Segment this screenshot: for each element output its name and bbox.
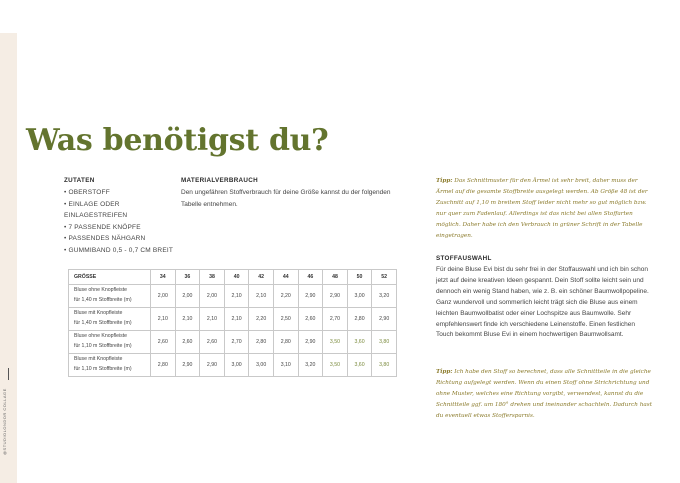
row-label	[69, 308, 151, 331]
size-header: GRÖSSE	[69, 270, 151, 285]
table-cell: 2,90	[175, 354, 200, 377]
row-label-line: für 1,10 m Stoffbreite (m)	[74, 343, 132, 349]
tip-direction	[436, 367, 652, 422]
page-title: Was benötigst du?	[26, 123, 329, 158]
table-cell: 2,10	[224, 285, 249, 308]
table-cell: 2,10	[151, 308, 176, 331]
zutaten-item: • PASSENDES NÄHGARN	[64, 235, 146, 243]
table-cell: 2,90	[200, 354, 225, 377]
table-row	[69, 354, 397, 377]
table-cell-green: 3,80	[372, 331, 397, 354]
table-cell: 2,70	[224, 331, 249, 354]
table-cell: 2,80	[273, 331, 298, 354]
table-cell: 2,80	[151, 354, 176, 377]
fabric-consumption-table	[68, 269, 397, 377]
row-label-line: für 1,40 m Stoffbreite (m)	[74, 320, 132, 326]
table-cell-green: 3,60	[347, 331, 372, 354]
table-cell: 2,90	[298, 331, 323, 354]
table-cell: 2,90	[323, 285, 348, 308]
size-col: 40	[224, 270, 249, 285]
size-col: 38	[200, 270, 225, 285]
zutaten-item: EINLAGESTREIFEN	[64, 212, 128, 220]
side-tick	[8, 368, 9, 380]
tip-label: Tipp:	[436, 178, 453, 184]
table-cell-green: 3,50	[323, 354, 348, 377]
stoffauswahl-heading: STOFFAUSWAHL	[436, 255, 492, 262]
row-label-line: Bluse mit Knopfleiste	[74, 310, 123, 317]
table-cell: 2,60	[151, 331, 176, 354]
size-col: 34	[151, 270, 176, 285]
material-text: Den ungefähren Stoffverbrauch für deine Größe kannst du der folgenden Tabelle entnehmen.	[181, 189, 391, 208]
table-cell: 2,10	[200, 308, 225, 331]
row-label-line: Bluse ohne Knopfleiste	[74, 333, 128, 340]
table-cell: 2,00	[151, 285, 176, 308]
table-cell-green: 3,80	[372, 354, 397, 377]
zutaten-heading: ZUTATEN	[64, 177, 95, 184]
table-cell: 2,10	[249, 285, 274, 308]
table-cell: 2,10	[175, 308, 200, 331]
size-col: 48	[323, 270, 348, 285]
table-cell: 2,00	[200, 285, 225, 308]
table-row	[69, 331, 397, 354]
table-cell-green: 3,60	[347, 354, 372, 377]
table-cell: 2,60	[298, 308, 323, 331]
stoffauswahl-section	[436, 255, 652, 341]
table-cell: 3,20	[372, 285, 397, 308]
zutaten-item: • EINLAGE ODER	[64, 200, 120, 208]
size-col: 46	[298, 270, 323, 285]
tip-text: Ich habe den Stoff so berechnet, dass alle Schnittteile in die gleiche Richtung aufgelegt werden. Wenn du einen Stoff ohne Strichrichtung und ohne Muster, welches eine Richtung vorgibt, verwendest, kannst du die Schnittteile ggf. um 180° drehen und ineinander schachteln. Dadurch hast du eventuell etwas Stoffersparnis.	[436, 369, 652, 419]
zutaten-item: • GUMMIBAND 0,5 - 0,7 CM BREIT	[64, 246, 174, 254]
zutaten-list	[64, 187, 174, 257]
stoffauswahl-text: Für deine Bluse Evi bist du sehr frei in der Stoffauswahl und ich bin schon jetzt auf deine kreativen Ideen gespannt. Dein Stoff sollte leicht sein und dennoch ein wenig Stand haben, wie z. B. ein schöner Baumwollpopeline. Ganz wundervoll und sommerlich leicht trägt sich die Bluse aus einem leichten Baumwollbatist oder einer Lochspitze aus Baumwolle. Sehr empfehlenswert finde ich verschiedene Leinenstoffe. Einen festlichen Touch bekommt Bluse Evi in einem hochwertigen Baumwollsamt.	[436, 266, 649, 339]
row-label-line: Bluse ohne Knopfleiste	[74, 287, 128, 294]
table-cell: 2,90	[298, 285, 323, 308]
table-cell: 2,90	[372, 308, 397, 331]
table-header-row	[69, 270, 397, 285]
table-cell: 2,10	[224, 308, 249, 331]
side-credit: @STUDIOLONDOR COLLAGE	[2, 388, 7, 455]
table-cell: 3,00	[224, 354, 249, 377]
table-cell: 3,20	[298, 354, 323, 377]
row-label	[69, 285, 151, 308]
row-label-line: Bluse mit Knopfleiste	[74, 356, 123, 363]
table-cell: 2,70	[323, 308, 348, 331]
table-row	[69, 308, 397, 331]
table-cell: 2,20	[249, 308, 274, 331]
size-col: 52	[372, 270, 397, 285]
tip-width	[436, 176, 652, 241]
material-section	[181, 177, 391, 210]
size-col: 50	[347, 270, 372, 285]
row-label	[69, 354, 151, 377]
table-cell-green: 3,50	[323, 331, 348, 354]
table-cell: 2,60	[175, 331, 200, 354]
size-col: 44	[273, 270, 298, 285]
table-cell: 3,10	[273, 354, 298, 377]
table-row	[69, 285, 397, 308]
table-cell: 2,00	[175, 285, 200, 308]
table-cell: 2,20	[273, 285, 298, 308]
material-heading: MATERIALVERBRAUCH	[181, 177, 258, 184]
table-cell: 2,80	[347, 308, 372, 331]
size-col: 42	[249, 270, 274, 285]
tip-text: Das Schnittmuster für den Ärmel ist sehr breit, daher muss der Ärmel auf die gesamte Stoffbreite ausgelegt werden. Ab Größe 48 ist der Zuschnitt auf 1,10 m breitem Stoff leider nicht mehr so gut möglich bzw. nur quer zum Fadenlauf. Allerdings ist das nicht bei allen Stoffarten möglich. Daher habe ich den Verbrauch in grüner Schrift in der Tabelle eingetragen.	[436, 178, 648, 239]
zutaten-section	[64, 177, 174, 257]
table-cell: 3,00	[249, 354, 274, 377]
row-label-line: für 1,10 m Stoffbreite (m)	[74, 366, 132, 372]
zutaten-item: • 7 PASSENDE KNÖPFE	[64, 223, 141, 231]
table-cell: 3,00	[347, 285, 372, 308]
row-label-line: für 1,40 m Stoffbreite (m)	[74, 297, 132, 303]
zutaten-item: • OBERSTOFF	[64, 189, 110, 196]
table-cell: 2,60	[200, 331, 225, 354]
table-cell: 2,80	[249, 331, 274, 354]
tip-label: Tipp:	[436, 369, 453, 375]
size-col: 36	[175, 270, 200, 285]
table-cell: 2,50	[273, 308, 298, 331]
row-label	[69, 331, 151, 354]
